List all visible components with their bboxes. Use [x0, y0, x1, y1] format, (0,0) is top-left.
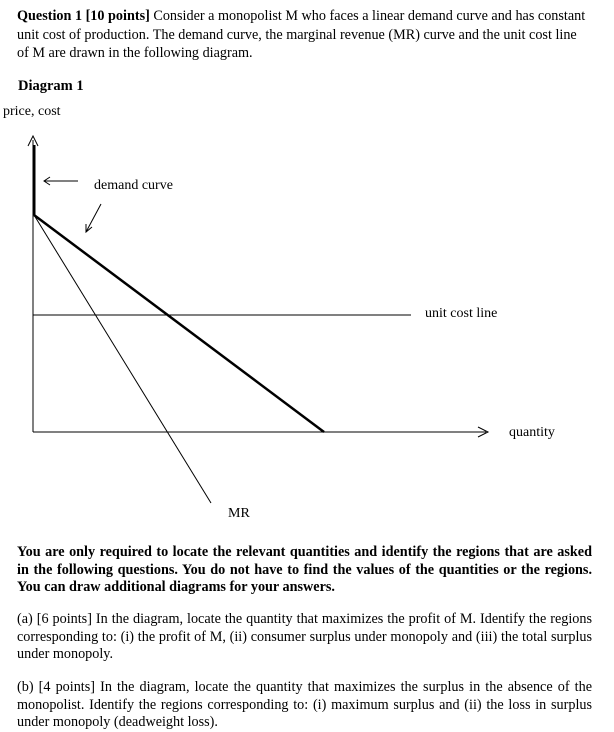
mr-curve — [34, 215, 211, 503]
x-axis-label: quantity — [509, 425, 555, 440]
part-b-text: (b) [4 points] In the diagram, locate the quantity that maximizes the surplus in the absence of the monopolist. Identify the regions corresponding to: (i) maximum surplus and (ii) the loss in surplus under monopoly (deadweight loss). — [17, 679, 592, 730]
demand-curve-label: demand curve — [94, 178, 173, 193]
unit-cost-label: unit cost line — [425, 306, 498, 321]
part-a-text: (a) [6 points] In the diagram, locate the quantity that maximizes the profit of M. Identify the regions corresponding to: (i) the profit of M, (ii) consumer surplus under monopoly and (iii) the total surplus under monopoly. — [17, 611, 592, 662]
instructions-text: You are only required to locate the relevant quantities and identify the regions that are asked in the following questions. You do not have to find the values of the quantities or the regions. You can draw additional diagrams for your answers. — [17, 544, 592, 595]
diagram-title: Diagram 1 — [18, 78, 84, 94]
demand-pointer-arrowhead-2 — [86, 224, 92, 232]
demand-curve — [34, 215, 324, 432]
y-axis-label: price, cost — [3, 104, 61, 119]
mr-label: MR — [228, 506, 250, 521]
question-body: Consider a monopolist M who faces a linear demand curve and has constant unit cost of production. The demand curve, the marginal revenue (MR) curve and the unit cost line of M are drawn in the following diagram. — [17, 8, 586, 61]
demand-pointer-arrow-2 — [86, 204, 101, 232]
question-heading: Question 1 [10 points] — [17, 8, 150, 24]
